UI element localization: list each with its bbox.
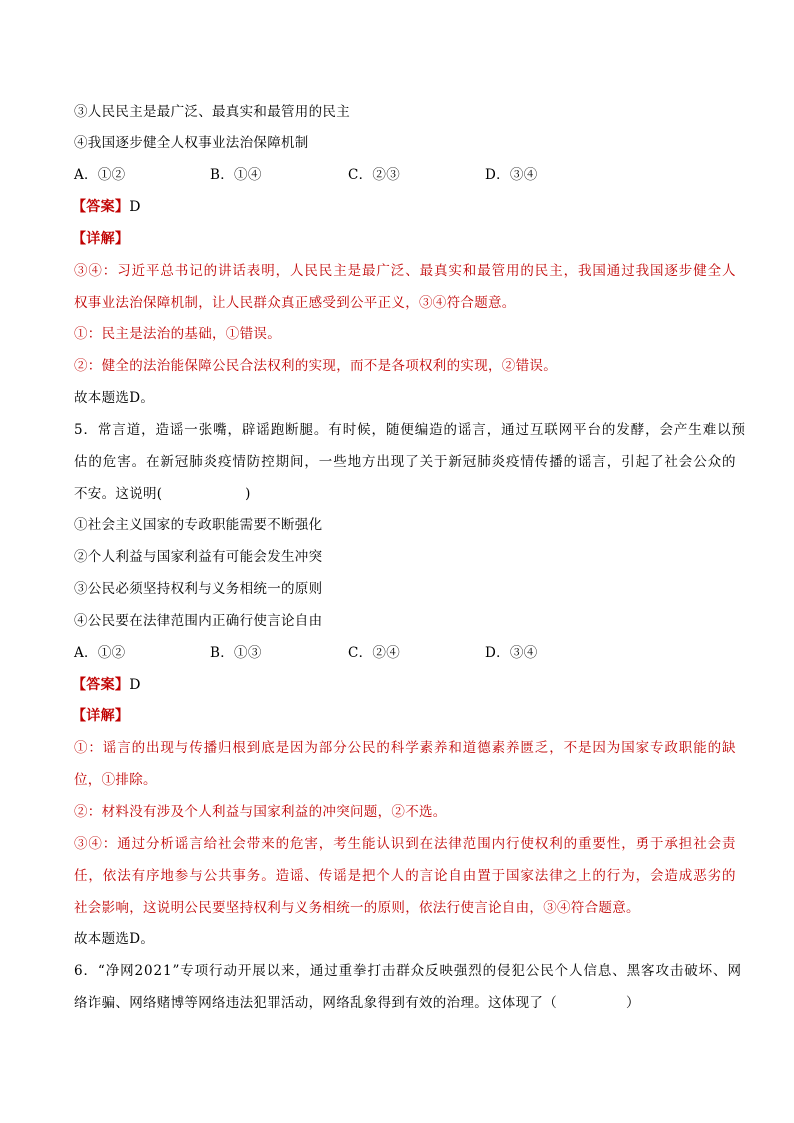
q4-answer-label: 【答案】 — [72, 199, 130, 215]
q5-stem-line-3: 不安。这说明( ) — [74, 486, 251, 502]
q5-answer-value: D — [129, 677, 141, 693]
q5-option-a: A．①② — [74, 645, 126, 661]
q4-option-b: B．①④ — [210, 167, 262, 183]
q4-option-d: D．③④ — [485, 167, 538, 183]
q5-answer-label: 【答案】 — [72, 677, 130, 693]
q4-option-a: A．①② — [74, 167, 126, 183]
q5-stem-line-2: 估的危害。在新冠肺炎疫情防控期间，一些地方出现了关于新冠肺炎疫情传播的谣言，引起了社会公众的 — [74, 454, 737, 470]
q4-detail-line-1: ③④：习近平总书记的讲话表明，人民民主是最广泛、最真实和最管用的民主，我国通过我国逐步健全人 — [74, 263, 737, 279]
q6-stem-line-1: 6．“净网2021”专项行动开展以来，通过重拳打击群众反映强烈的侵犯公民个人信息、黑客攻击破坏、网 — [74, 963, 742, 979]
q4-item-4: ④我国逐步健全人权事业法治保障机制 — [74, 135, 309, 151]
q5-item-1: ①社会主义国家的专政职能需要不断强化 — [74, 517, 323, 533]
q5-conclusion: 故本题选D。 — [74, 931, 155, 947]
q5-option-d: D．③④ — [485, 645, 538, 661]
q4-detail-line-2: 权事业法治保障机制，让人民群众真正感受到公平正义，③④符合题意。 — [74, 295, 516, 311]
q5-detail-line-4: ③④：通过分析谣言给社会带来的危害，考生能认识到在法律范围内行使权利的重要性，勇于承担社会责 — [74, 836, 737, 852]
q5-detail-line-5: 任，依法有序地参与公共事务。造谣、传谣是把个人的言论自由置于国家法律之上的行为，会造成恶劣的 — [74, 868, 737, 884]
q5-item-2: ②个人利益与国家利益有可能会发生冲突 — [74, 549, 323, 565]
q4-detail-label: 【详解】 — [72, 231, 130, 247]
q5-detail-label: 【详解】 — [72, 708, 130, 724]
q5-option-c: C．②④ — [348, 645, 401, 661]
q4-conclusion: 故本题选D。 — [74, 390, 155, 406]
q4-option-c: C．②③ — [348, 167, 401, 183]
q4-detail-line-3: ①：民主是法治的基础，①错误。 — [74, 326, 281, 342]
q6-stem-line-2: 络诈骗、网络赌博等网络违法犯罪活动，网络乱象得到有效的治理。这体现了（ ） — [74, 995, 640, 1011]
q4-item-3: ③人民民主是最广泛、最真实和最管用的民主 — [74, 104, 350, 120]
q5-answer — [72, 676, 141, 694]
q5-item-4: ④公民要在法律范围内正确行使言论自由 — [74, 613, 323, 629]
q5-option-b: B．①③ — [210, 645, 262, 661]
q5-detail-line-1: ①：谣言的出现与传播归根到底是因为部分公民的科学素养和道德素养匮乏，不是因为国家专政职能的缺 — [74, 740, 737, 756]
q4-answer — [72, 198, 141, 216]
q5-detail-line-3: ②：材料没有涉及个人利益与国家利益的冲突问题，②不选。 — [74, 804, 447, 820]
q5-stem-line-1: 5．常言道，造谣一张嘴，辟谣跑断腿。有时候，随便编造的谣言，通过互联网平台的发酵，会产生难以预 — [74, 422, 746, 438]
q5-detail-line-6: 社会影响，这说明公民要坚持权利与义务相统一的原则，依法行使言论自由，③④符合题意。 — [74, 900, 640, 916]
q4-detail-line-4: ②：健全的法治能保障公民合法权利的实现，而不是各项权利的实现，②错误。 — [74, 358, 557, 374]
q5-item-3: ③公民必须坚持权利与义务相统一的原则 — [74, 581, 323, 597]
q5-detail-line-2: 位，①排除。 — [74, 772, 157, 788]
q4-answer-value: D — [129, 199, 141, 215]
